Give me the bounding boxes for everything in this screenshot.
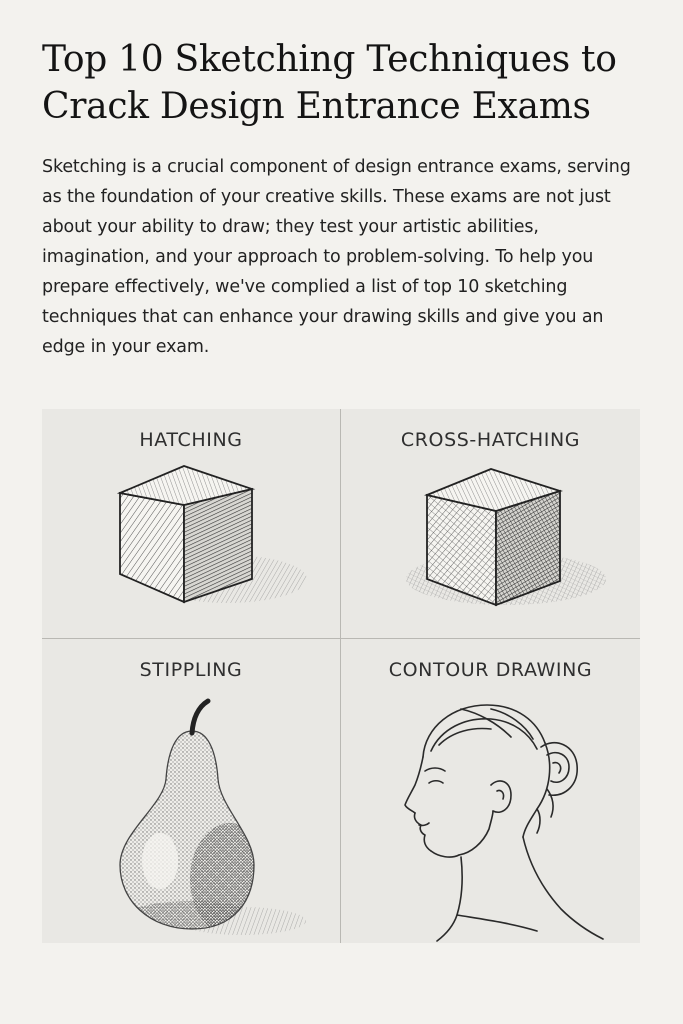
panel-hatching — [42, 409, 341, 639]
sketch-techniques-illustration — [42, 409, 640, 943]
article-intro: Sketching is a crucial component of design entrance exams, serving as the foundation of your creative skills. These exams are not just about your ability to draw; they test your artistic abilities, imagination, and your approach to problem-solving. To help you prepare effectively, we've complied a list of top 10 sketching techniques that can enhance your drawing skills and give you an edge in your exam. — [42, 157, 631, 357]
panel-label-stippling: STIPPLING — [139, 659, 243, 681]
stippled-pear-icon — [42, 639, 341, 943]
panel-contour-drawing — [341, 639, 640, 943]
cross-hatched-cube-icon — [341, 409, 640, 639]
panel-stippling — [42, 639, 341, 943]
panel-label-contour-drawing: CONTOUR DRAWING — [388, 659, 593, 681]
panel-label-hatching: HATCHING — [139, 429, 243, 451]
hatched-cube-icon — [42, 409, 341, 639]
panel-cross-hatching — [341, 409, 640, 639]
woman-profile-icon — [341, 639, 640, 943]
panel-label-cross-hatching: CROSS-HATCHING — [400, 429, 581, 451]
article-title: Top 10 Sketching Techniques to Crack Design Entrance Exams — [42, 39, 617, 127]
